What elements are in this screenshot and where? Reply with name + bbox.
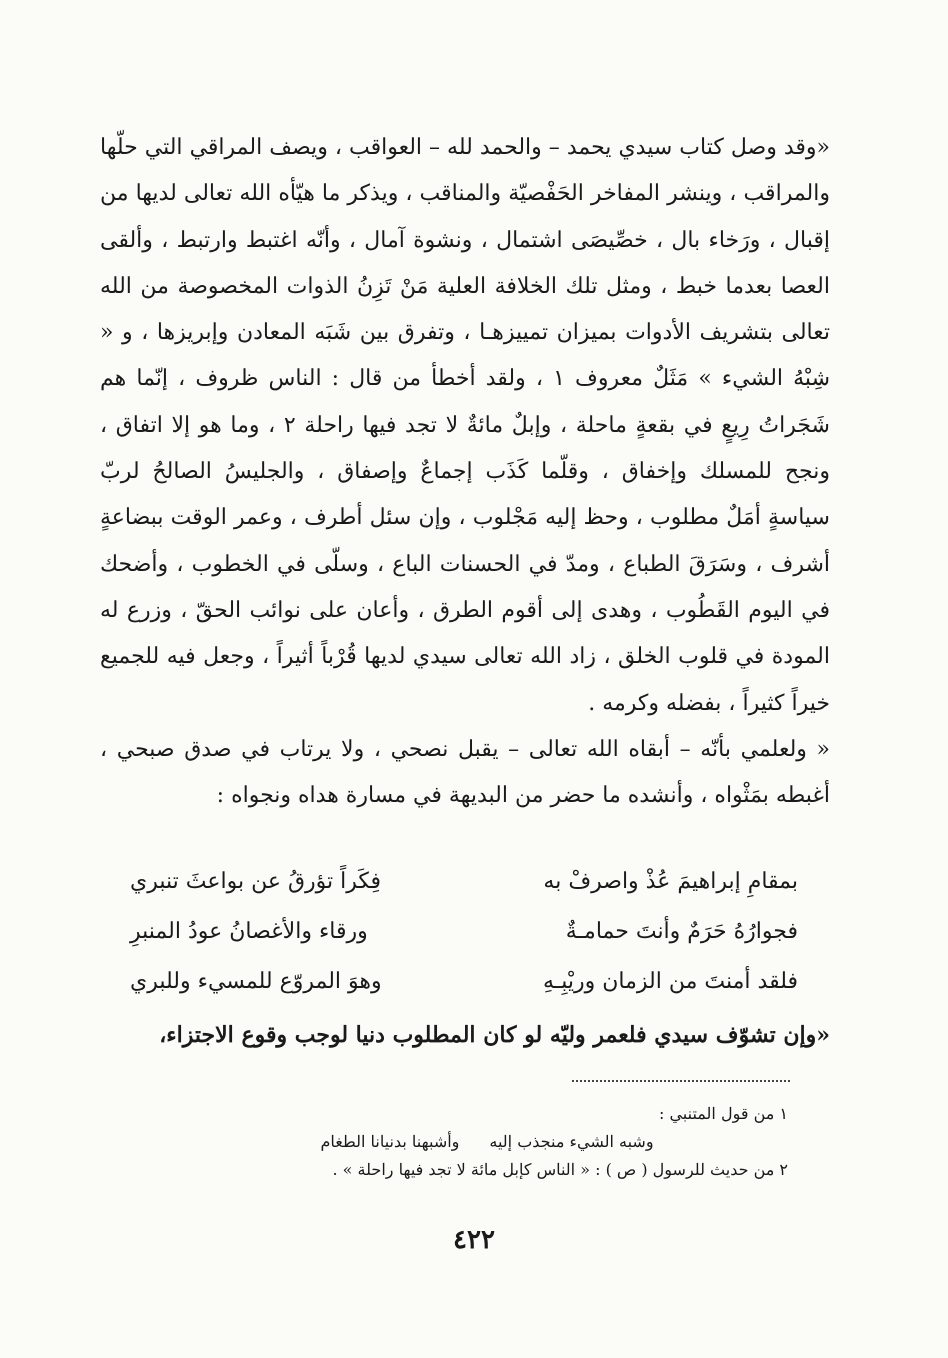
footnote-2: ٢ من حديث للرسول ( ص ) : « الناس كإبل مائة لا تجد فيها راحلة » . [332,1160,788,1179]
poem-verse [130,956,798,1006]
paragraph-1: «وقد وصل كتاب سيدي يحمد – والحمد لله – العواقب ، ويصف المراقي التي حلّها والمراقب ، وينشر المفاخر الحَفْصيّة والمناقب ، ويذكر ما هيّأه الله تعالى لديها من إقبال ، ورَخاء بال ، خصِّيصَى اشتمال ، ونشوة آمال ، وأنّه اغتبط وارتبط ، وألقى العصا بعدما خبط ، ومثل تلك الخلافة العلية مَنْ تَزِنُ الذوات المخصوصة من الله تعالى بتشريف الأدوات بميزان تمييزهـا ، وتفرق بين شَبَه المعادن وإبريزها ، و « شِبْهُ الشيء » مَثَلٌ معروف ١ ، ولقد أخطأ من قال : الناس ظروف ، إنّما هم شَجَراتُ رِيعٍ في بقعةٍ ماحلة ، وإبلٌ مائةٌ لا تجد فيها راحلة ٢ ، وما هو إلا اتفاق ، ونجح للمسلك وإخفاق ، وقلّما كَذَب إجماعٌ وإصفاق ، والجليسُ الصالحُ لربّ سياسةٍ أمَلٌ مطلوب ، وحظ إليه مَجْلوب ، وإن سئل أطرف ، وعمر الوقت ببضاعةٍ أشرف ، وسَرَقَ الطباع ، ومدّ في الحسنات الباع ، وسلّى في الخطوب ، وأضحك في اليوم القَطُوب ، وهدى إلى أقوم الطرق ، وأعان على نوائب الحقّ ، وزرع له المودة في قلوب الخلق ، زاد الله تعالى سيدي لديها قُرْباً أثيراً ، وجعل فيه للجميع خيراً كثيراً ، بفضله وكرمه . [100,135,831,716]
paragraph-2: « ولعلمي بأنّه – أبقاه الله تعالى – يقبل نصحي ، ولا يرتاب في صدق صبحي ، أغبطه بمَثْواه ، وأنشده ما حضر من البديهة في مسارة هداه ونجواه : [100,736,830,809]
verse-first-hemistich: فجوارُهُ حَرَمٌ وأنتَ حمامـةٌ [565,918,798,944]
page-number: ٤٢٢ [453,1225,495,1255]
footnote-verse-first: وشبه الشيء منجذب إليه [489,1132,654,1151]
verse-second-hemistich: ورقاء والأغصانُ عودُ المنبرِ [130,918,368,944]
verse-first-hemistich: بمقامِ إبراهيمَ عُذْ واصرفْ به [543,868,798,894]
verse-second-hemistich: وهوَ المروّع للمسيء وللبري [130,968,382,994]
poem [130,856,798,1006]
footnote-1-intro: ١ من قول المتنبي : [658,1104,788,1123]
footnotes [210,1100,788,1184]
footnote-divider [572,1080,790,1082]
poem-verse [130,906,798,956]
closing-line: «وإن تشوّف سيدي فلعمر وليّه لو كان المطلوب دنيا لوجب وقوع الاجتزاء، [159,1022,830,1048]
footnote-1-verse [210,1128,788,1156]
verse-first-hemistich: فلقد أمنتَ من الزمان وريْبِـهِ [543,968,798,994]
footnote-verse-second: وأشبهنا بدنيانا الطغام [320,1132,460,1151]
poem-verse [130,856,798,906]
main-text [100,125,830,819]
verse-second-hemistich: فِكَراً تؤرقُ عن بواعثَ تنبري [130,868,382,894]
